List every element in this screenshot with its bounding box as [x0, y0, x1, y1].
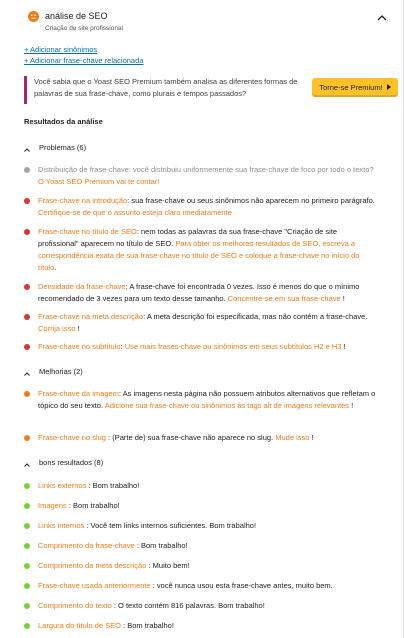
seo-score-face-icon	[28, 11, 39, 22]
result-text	[38, 620, 378, 632]
improvements-toggle[interactable]	[24, 366, 174, 378]
result-description: : você distribuiu uniformemente sua frase-chave de foco por todo o texto?	[128, 165, 374, 174]
result-text: Frase-chave da imagem: As imagens nesta página não possuem atributos alternativos que refletam o tópico do seu texto. Adicione sua frase-chave ou sinônimos às tags alt de imagens relevantes !	[38, 389, 376, 410]
result-link[interactable]: Links externos	[38, 481, 87, 490]
result-text	[38, 560, 378, 572]
result-text	[38, 500, 378, 512]
green-bullet-icon	[24, 563, 30, 569]
result-description: : Bom trabalho!	[136, 541, 188, 550]
result-text	[38, 164, 378, 188]
red-bullet-icon	[24, 344, 30, 350]
red-bullet-icon	[24, 314, 30, 320]
result-link[interactable]: Frase-chave no subtítulo	[38, 342, 121, 351]
result-text	[38, 520, 378, 532]
red-bullet-icon	[24, 284, 30, 290]
result-link[interactable]: Comprimento da meta descrição	[38, 561, 147, 570]
result-description: : Bom trabalho!	[123, 621, 174, 630]
result-description: : Bom trabalho!	[88, 481, 140, 490]
result-link[interactable]: Frase-chave no título de SEO	[38, 227, 137, 236]
result-cta-link[interactable]: Use mais frases-chave ou sinônimos em seus subtítulos H2 e H3	[124, 342, 342, 351]
good-results-label: bons resultados (8)	[39, 458, 104, 467]
orange-bullet-icon	[24, 435, 30, 441]
result-cta-link[interactable]: Mude isso	[275, 433, 310, 442]
green-bullet-icon	[24, 523, 30, 529]
result-link[interactable]: Distribuição de frase-chave	[38, 165, 129, 174]
result-description: : Bom trabalho!	[68, 501, 120, 510]
problems-label: Problemas (6)	[39, 143, 87, 152]
result-link[interactable]: Frase-chave usada anteriormente	[38, 581, 151, 590]
go-premium-label: Torne-se Premium!	[319, 83, 383, 92]
result-text	[38, 540, 378, 552]
result-link[interactable]: Frase-chave na meta descrição	[38, 312, 144, 321]
result-cta-link[interactable]: Adicione sua frase-chave ou sinônimos às tags alt de imagens relevantes	[104, 401, 350, 410]
result-link[interactable]: Links internos	[38, 521, 85, 530]
chevron-up-icon[interactable]	[376, 13, 388, 23]
chevron-up-icon	[24, 369, 30, 375]
orange-bullet-icon	[24, 391, 30, 397]
result-cta-link[interactable]: Para obter os melhores resultados de SEO, escreva a correspondência exata de sua frase-chave no título de SEO e coloque a frase-chave no início do título	[38, 239, 360, 272]
result-description: : As imagens nesta página não possuem atributos alternativos que refletam o tópico do seu texto.	[38, 389, 376, 410]
result-link[interactable]: Frase-chave no slug	[38, 433, 106, 442]
result-cta-link[interactable]: Corrija isso	[38, 324, 76, 333]
result-link[interactable]: Imagens	[38, 501, 67, 510]
result-cta-link[interactable]: Concentre-se em sua frase-chave	[227, 294, 341, 303]
caret-right-icon	[387, 84, 391, 90]
green-bullet-icon	[24, 483, 30, 489]
result-cta-link[interactable]: Certifique-se de que o assunto esteja claro imediatamente	[38, 208, 232, 217]
result-link[interactable]: Densidade da frase-chave	[38, 282, 126, 291]
go-premium-button[interactable]	[312, 78, 398, 97]
green-bullet-icon	[24, 583, 30, 589]
add-synonyms-link[interactable]: + Adicionar sinônimos	[24, 45, 98, 54]
red-bullet-icon	[24, 198, 30, 204]
green-bullet-icon	[24, 503, 30, 509]
chevron-up-icon	[24, 460, 30, 466]
result-description: :	[120, 342, 123, 351]
result-description: : A frase-chave foi encontrada 0 vezes. Isso é menos do que o mínimo recomendado de 3 vezes para um texto desse tamanho.	[38, 282, 360, 303]
green-bullet-icon	[24, 623, 30, 629]
green-bullet-icon	[24, 543, 30, 549]
result-description: : sua frase-chave ou seus sinônimos não aparecem no primeiro parágrafo.	[127, 196, 375, 205]
analysis-results-heading: Resultados da análise	[24, 117, 103, 126]
result-cta-link[interactable]: O Yoast SEO Premium vai te contar!	[38, 177, 160, 186]
result-text: Frase-chave na meta descrição: A meta descrição foi especificada, mas não contém a frase-chave. Corrija isso !	[38, 312, 368, 333]
good-results-toggle[interactable]	[24, 457, 174, 469]
seo-analysis-header[interactable]	[24, 9, 396, 39]
add-related-keyphrase-link[interactable]: + Adicionar frase-chave relacionada	[24, 56, 144, 65]
result-text	[38, 580, 378, 592]
result-description: : A meta descrição foi especificada, mas não contém a frase-chave.	[143, 312, 368, 321]
upsell-text: Você sabia que o Yoast SEO Premium também analisa as diferentes formas de palavras de sua frase-chave, como plurais e tempos passados?	[34, 77, 298, 98]
problems-toggle[interactable]	[24, 142, 174, 154]
improvements-label: Melhorias (2)	[39, 367, 83, 376]
premium-upsell-box	[24, 76, 398, 104]
result-description: : (Parte de) sua frase-chave não aparece no slug.	[108, 433, 274, 442]
result-text	[38, 480, 378, 492]
green-bullet-icon	[24, 603, 30, 609]
result-link[interactable]: Largura do título de SEO	[38, 621, 121, 630]
result-text: Frase-chave no subtítulo: Use mais frases-chave ou sinônimos em seus subtítulos H2 e H3 !	[38, 342, 346, 351]
result-description: : você nunca usou esta frase-chave antes, muito bem.	[152, 581, 333, 590]
result-description: : O texto contém 816 palavras. Bom trabalho!	[113, 601, 265, 610]
result-text	[38, 600, 378, 612]
result-text: Densidade da frase-chave: A frase-chave foi encontrada 0 vezes. Isso é menos do que o mínimo recomendado de 3 vezes para um texto desse tamanho. Concentre-se em sua frase-chave !	[38, 282, 360, 303]
red-bullet-icon	[24, 229, 30, 235]
result-text: Frase-chave no título de SEO: nem todas as palavras da sua frase-chave "Criação de site profissional" aparecem no título de SEO. Para obter os melhores resultados de SEO, escreva a correspondência exata de sua frase-chave no título de SEO e coloque a frase-chave no início do título.	[38, 227, 360, 272]
result-link[interactable]: Frase-chave da imagem	[38, 389, 119, 398]
result-text	[38, 195, 378, 219]
section-title: análise de SEO	[45, 11, 108, 21]
result-link[interactable]: Comprimento do texto	[38, 601, 112, 610]
result-link[interactable]: Frase-chave na introdução	[38, 196, 128, 205]
result-link[interactable]: Comprimento da frase-chave	[38, 541, 135, 550]
result-description: : nem todas as palavras da sua frase-chave "Criação de site profissional" aparecem no título de SEO.	[38, 227, 338, 248]
chevron-up-icon	[24, 145, 30, 151]
result-description: : Muito bem!	[148, 561, 190, 570]
section-subtitle: Criação de site profissional	[45, 25, 124, 32]
gray-bullet-icon	[24, 167, 30, 173]
result-text: Frase-chave no slug : (Parte de) sua frase-chave não aparece no slug. Mude isso !	[38, 433, 314, 442]
result-description: : Você tem links internos suficientes. Bom trabalho!	[86, 521, 257, 530]
